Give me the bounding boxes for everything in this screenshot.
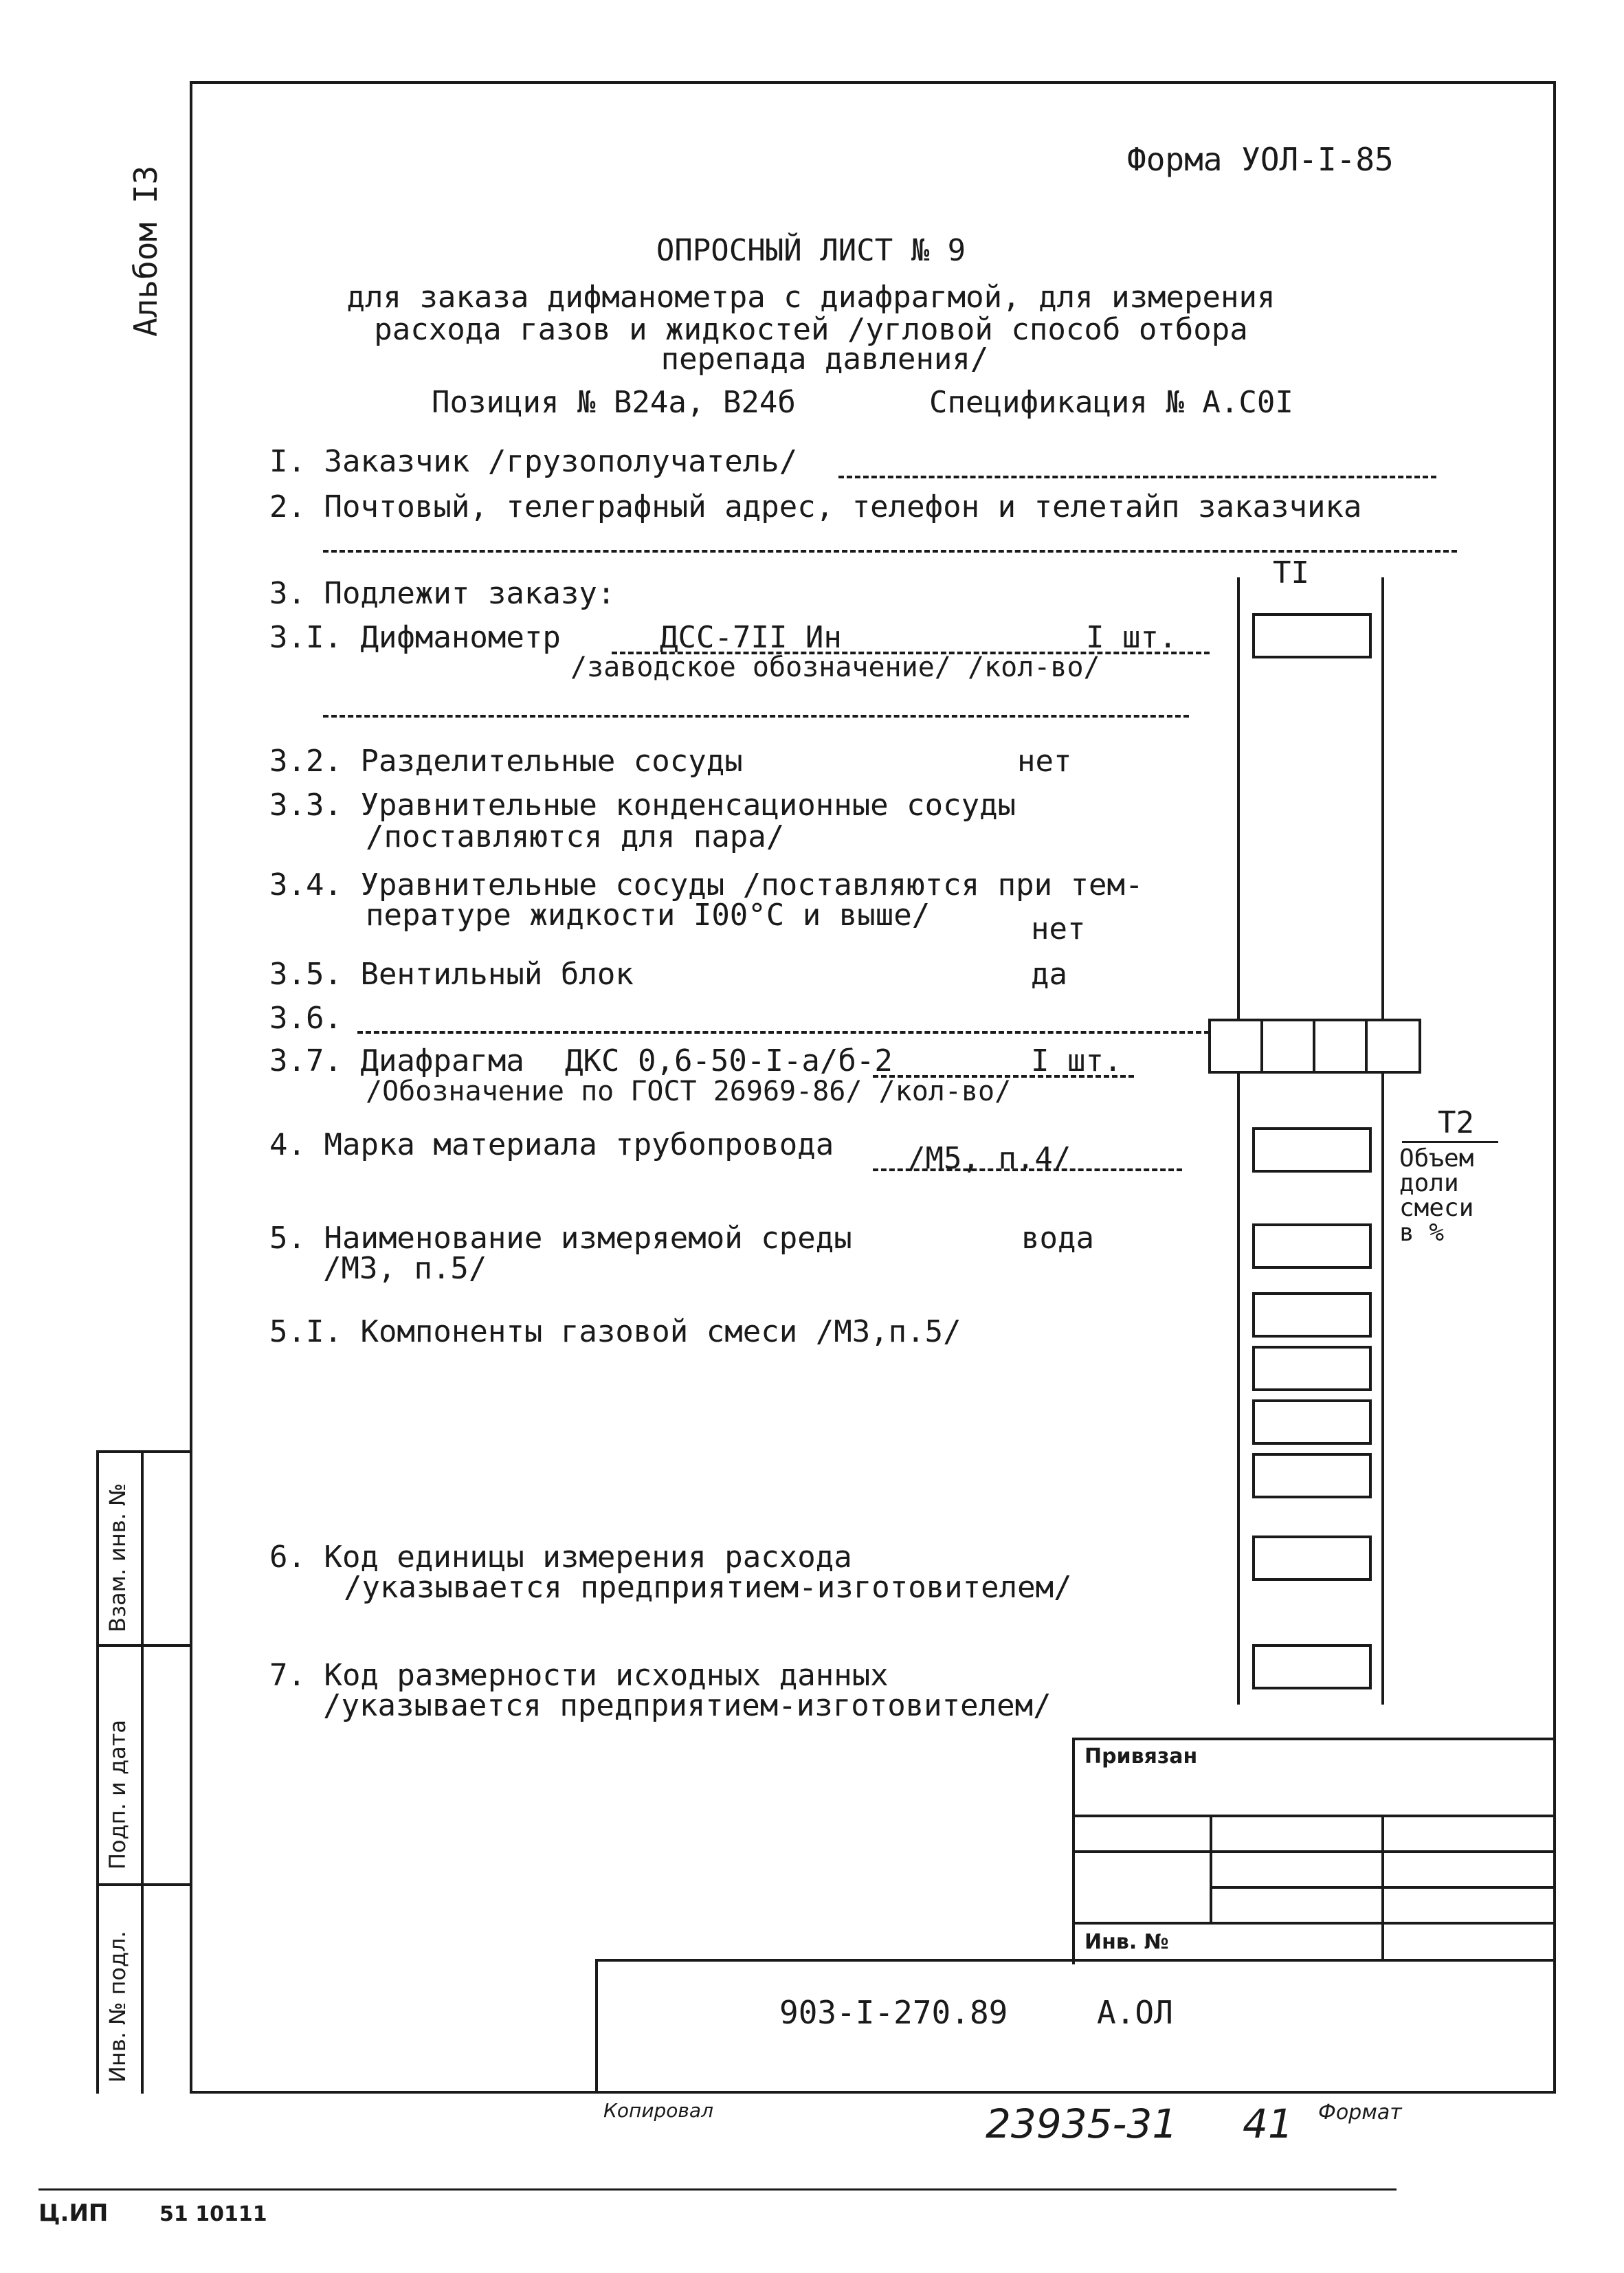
sheet-number: 41 xyxy=(1243,2100,1293,2147)
form-code: Форма УОЛ-I-85 xyxy=(1127,141,1394,178)
subtitle-line-2: расхода газов и жидкостей /угловой способ отбора xyxy=(374,312,1248,347)
item-1-customer: I. Заказчик /грузополучатель/ xyxy=(269,444,798,479)
item-3-5-value: да xyxy=(1031,957,1067,992)
item-3-6-fill-line xyxy=(357,1031,1210,1034)
margin-top-line xyxy=(96,1450,190,1453)
item-5-1-label: 5.I. Компоненты газовой смеси /М3,п.5/ xyxy=(269,1314,961,1349)
item-3-4-label: 3.4. Уравнительные сосуды /поставляются при тем- xyxy=(269,867,1144,902)
item-3-2-value: нет xyxy=(1017,744,1072,779)
document-title: ОПРОСНЫЙ ЛИСТ № 9 xyxy=(656,233,966,268)
frame-left-line xyxy=(190,81,192,2094)
t2-caption-line-2: доли xyxy=(1399,1169,1459,1197)
diaphragm-cell-2 xyxy=(1260,1019,1317,1074)
t2-cell-5 xyxy=(1252,1399,1372,1445)
t2-cell-3 xyxy=(1252,1292,1372,1338)
item-3-2-label: 3.2. Разделительные сосуды xyxy=(269,744,743,779)
diaphragm-cell-3 xyxy=(1313,1019,1369,1074)
item-2-fill-line xyxy=(323,550,1457,553)
stamp-line-2 xyxy=(1072,1850,1553,1853)
column-t1-label: TI xyxy=(1273,555,1309,590)
t2-cell-6 xyxy=(1252,1453,1372,1498)
subtitle-line-3: перепада давления/ xyxy=(660,342,989,377)
item-6-sub: /указывается предприятием-изготовителем/ xyxy=(344,1570,1072,1605)
diaphragm-cell-4 xyxy=(1365,1019,1421,1074)
item-3-1-caption: /заводское обозначение/ /кол-во/ xyxy=(570,652,1100,683)
item-4-value: /М5, п.4/ xyxy=(907,1141,1071,1176)
t2-cell-7 xyxy=(1252,1535,1372,1581)
margin-mid-line xyxy=(141,1450,144,2094)
album-label: Альбом I3 xyxy=(127,165,164,337)
t2-cell-2 xyxy=(1252,1223,1372,1269)
item-3-6-label: 3.6. xyxy=(269,1001,342,1036)
stamp-col-1 xyxy=(1210,1815,1212,1922)
t2-caption-line-1: Объем xyxy=(1399,1144,1474,1173)
item-3-3-label: 3.3. Уравнительные конденсационные сосуды xyxy=(269,788,1016,823)
position-label: Позиция № В24а, В24б xyxy=(432,385,796,420)
column-t2-label: T2 xyxy=(1438,1105,1474,1140)
item-3-4-value: нет xyxy=(1031,911,1086,946)
t2-cell-8 xyxy=(1252,1644,1372,1689)
frame-bottom-line xyxy=(190,2091,1556,2094)
footer-rule xyxy=(38,2188,1397,2191)
item-3-1-extra-line xyxy=(323,715,1189,718)
stamp-col-2 xyxy=(1381,1815,1384,1959)
stamp-main-left xyxy=(595,1959,598,2094)
item-7-label: 7. Код размерности исходных данных xyxy=(269,1658,889,1693)
frame-top-line xyxy=(190,81,1556,84)
item-3-3-sub: /поставляются для пара/ xyxy=(366,819,785,854)
podp-data-label: Подп. и дата xyxy=(104,1720,131,1870)
stamp-line-4 xyxy=(1072,1922,1553,1925)
sheet-code: А.ОЛ xyxy=(1097,1994,1173,2031)
item-3-5-label: 3.5. Вентильный блок xyxy=(269,957,634,992)
margin-line-1 xyxy=(96,1644,190,1647)
t2-caption-line-3: смеси xyxy=(1399,1194,1474,1222)
item-7-sub: /указывается предприятием-изготовителем/ xyxy=(323,1688,1052,1723)
doc-code: 903-I-270.89 xyxy=(779,1994,1008,2031)
item-3-7-value: ДКС 0,6-50-I-а/б-2 xyxy=(565,1043,893,1078)
item-3-7-caption: /Обозначение по ГОСТ 26969-86/ /кол-во/ xyxy=(366,1076,1012,1107)
item-6-label: 6. Код единицы измерения расхода xyxy=(269,1540,852,1575)
diaphragm-cell-1 xyxy=(1208,1019,1265,1074)
vzam-inv-label: Взам. инв. № xyxy=(104,1483,131,1632)
frame-right-line xyxy=(1553,81,1556,2094)
column-t1-right-line xyxy=(1381,577,1384,1705)
stamp-line-1 xyxy=(1072,1815,1553,1817)
item-1-fill-line xyxy=(838,476,1436,478)
item-2-address: 2. Почтовый, телеграфный адрес, телефон и телетайп заказчика xyxy=(269,489,1362,524)
item-3-1-value: ДСС-7II Ин xyxy=(660,620,842,655)
inv-no-label: Инв. № xyxy=(1084,1930,1169,1954)
column-t2-underline xyxy=(1402,1141,1498,1143)
column-t1-left-line xyxy=(1237,577,1240,1705)
print-number: 51 10111 xyxy=(159,2202,267,2226)
item-3-4-sub: пературе жидкости I00°С и выше/ xyxy=(366,898,931,933)
t1-cell-1 xyxy=(1252,613,1372,658)
item-3-1-label: 3.I. Дифманометр xyxy=(269,620,561,655)
specification-label: Спецификация № А.С0I xyxy=(929,385,1293,420)
margin-line-2 xyxy=(96,1883,190,1886)
print-code: Ц.ИП xyxy=(38,2199,109,2227)
privyazan-label: Привязан xyxy=(1084,1744,1198,1768)
item-3-7-qty: I шт. xyxy=(1031,1043,1122,1078)
inv-podl-label: Инв. № подл. xyxy=(104,1931,131,2083)
item-3-1-qty: I шт. xyxy=(1086,620,1177,655)
item-5-sub: /М3, п.5/ xyxy=(323,1251,487,1286)
t2-caption-line-4: в % xyxy=(1399,1219,1445,1247)
format-label: Формат xyxy=(1318,2100,1402,2125)
subtitle-line-1: для заказа дифманометра с диафрагмой, для измерения xyxy=(346,280,1276,315)
item-3-to-order: 3. Подлежит заказу: xyxy=(269,576,616,611)
stamp-top-line xyxy=(1072,1738,1553,1740)
t2-cell-4 xyxy=(1252,1346,1372,1391)
stamp-line-5 xyxy=(595,1959,1553,1962)
margin-left-line xyxy=(96,1450,99,2094)
archive-number: 23935-31 xyxy=(986,2100,1178,2147)
t2-cell-1 xyxy=(1252,1127,1372,1173)
kopiroval-label: Копировал xyxy=(603,2099,713,2122)
item-5-value: вода xyxy=(1021,1221,1094,1256)
item-4-label: 4. Марка материала трубопровода xyxy=(269,1127,834,1162)
item-3-7-label: 3.7. Диафрагма xyxy=(269,1043,524,1078)
item-5-label: 5. Наименование измеряемой среды xyxy=(269,1221,852,1256)
